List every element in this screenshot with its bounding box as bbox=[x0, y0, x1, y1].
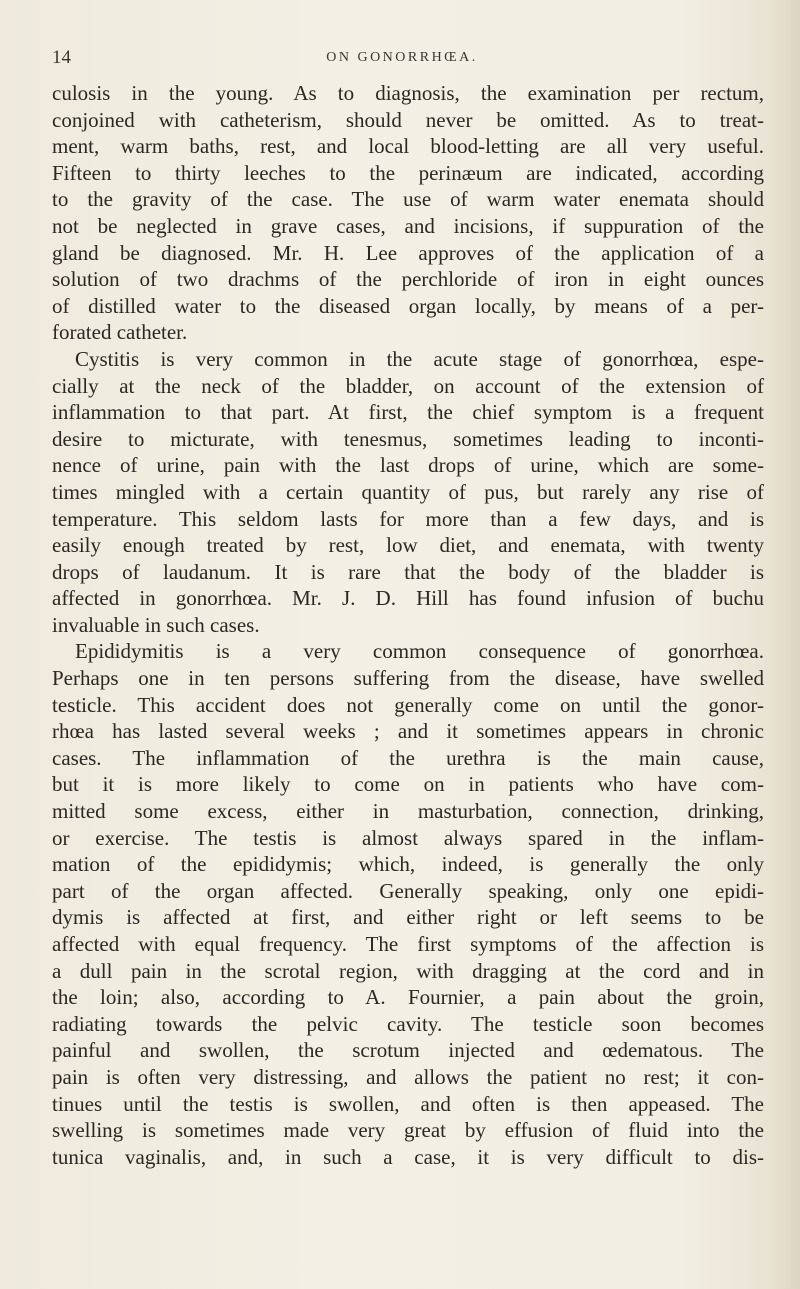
text-line: tinues until the testis is swollen, and often is then appeased. The bbox=[52, 1091, 764, 1116]
text-line: drops of laudanum. It is rare that the body of the bladder is bbox=[52, 559, 764, 584]
text-line: mation of the epididymis; which, indeed, is generally the only bbox=[52, 852, 764, 877]
text-line: nence of urine, pain with the last drops of urine, which are some- bbox=[52, 453, 764, 478]
text-line: to the gravity of the case. The use of warm water enemata should bbox=[52, 187, 764, 212]
text-line: painful and swollen, the scrotum injected and œdematous. The bbox=[52, 1038, 764, 1063]
text-line: a dull pain in the scrotal region, with dragging at the cord and in bbox=[52, 958, 764, 983]
running-head: ON GONORRHŒA. bbox=[326, 50, 478, 65]
text-line: testicle. This accident does not generally come on until the gonor- bbox=[52, 692, 764, 717]
text-line: dymis is affected at first, and either right or left seems to be bbox=[52, 905, 764, 930]
text-line: temperature. This seldom lasts for more than a few days, and is bbox=[52, 506, 764, 531]
text-line: easily enough treated by rest, low diet, and enemata, with twenty bbox=[52, 533, 764, 558]
text-line: Fifteen to thirty leeches to the perinæum are indicated, according bbox=[52, 160, 764, 185]
text-line: part of the organ affected. Generally speaking, only one epidi- bbox=[52, 878, 764, 903]
text-line: invaluable in such cases. bbox=[52, 612, 260, 637]
text-line: swelling is sometimes made very great by effusion of fluid into the bbox=[52, 1118, 764, 1143]
text-line: cially at the neck of the bladder, on account of the extension of bbox=[52, 373, 764, 398]
text-line: Perhaps one in ten persons suffering from the disease, have swelled bbox=[52, 666, 764, 691]
text-line: or exercise. The testis is almost always spared in the inflam- bbox=[52, 825, 764, 850]
text-line: tunica vaginalis, and, in such a case, it is very difficult to dis- bbox=[52, 1144, 764, 1169]
text-line: culosis in the young. As to diagnosis, the examination per rectum, bbox=[52, 81, 764, 105]
text-line: radiating towards the pelvic cavity. The testicle soon becomes bbox=[52, 1011, 764, 1036]
text-line: not be neglected in grave cases, and incisions, if suppuration of the bbox=[52, 213, 764, 238]
text-line: solution of two drachms of the perchloride of iron in eight ounces bbox=[52, 267, 764, 292]
text-line: affected in gonorrhœa. Mr. J. D. Hill has found infusion of buchu bbox=[52, 586, 764, 611]
text-line: cases. The inflammation of the urethra is the main cause, bbox=[52, 745, 764, 770]
page-number: 14 bbox=[52, 47, 71, 68]
text-line: times mingled with a certain quantity of pus, but rarely any rise of bbox=[52, 479, 764, 504]
text-line: rhœa has lasted several weeks ; and it sometimes appears in chronic bbox=[52, 719, 764, 744]
paragraph-start-line: Epididymitis is a very common consequence of gonorrhœa. bbox=[75, 639, 764, 664]
text-line: of distilled water to the diseased organ locally, by means of a per- bbox=[52, 293, 764, 318]
page-header bbox=[52, 47, 752, 71]
body-text bbox=[52, 80, 764, 1170]
text-line: conjoined with catheterism, should never be omitted. As to treat- bbox=[52, 107, 764, 132]
text-line: pain is often very distressing, and allows the patient no rest; it con- bbox=[52, 1064, 764, 1089]
text-line: desire to micturate, with tenesmus, sometimes leading to inconti- bbox=[52, 426, 764, 451]
text-line: affected with equal frequency. The first symptoms of the affection is bbox=[52, 932, 764, 956]
text-line: ment, warm baths, rest, and local blood-letting are all very useful. bbox=[52, 134, 764, 159]
text-line: forated catheter. bbox=[52, 320, 188, 345]
text-line: the loin; also, according to A. Fournier, a pain about the groin, bbox=[52, 985, 764, 1010]
text-line: mitted some excess, either in masturbation, connection, drinking, bbox=[52, 799, 764, 824]
text-line: inflammation to that part. At first, the chief symptom is a frequent bbox=[52, 400, 764, 425]
text-line: but it is more likely to come on in patients who have com- bbox=[52, 772, 764, 797]
paragraph-start-line: Cystitis is very common in the acute stage of gonorrhœa, espe- bbox=[75, 346, 764, 371]
text-line: gland be diagnosed. Mr. H. Lee approves of the application of a bbox=[52, 240, 764, 265]
